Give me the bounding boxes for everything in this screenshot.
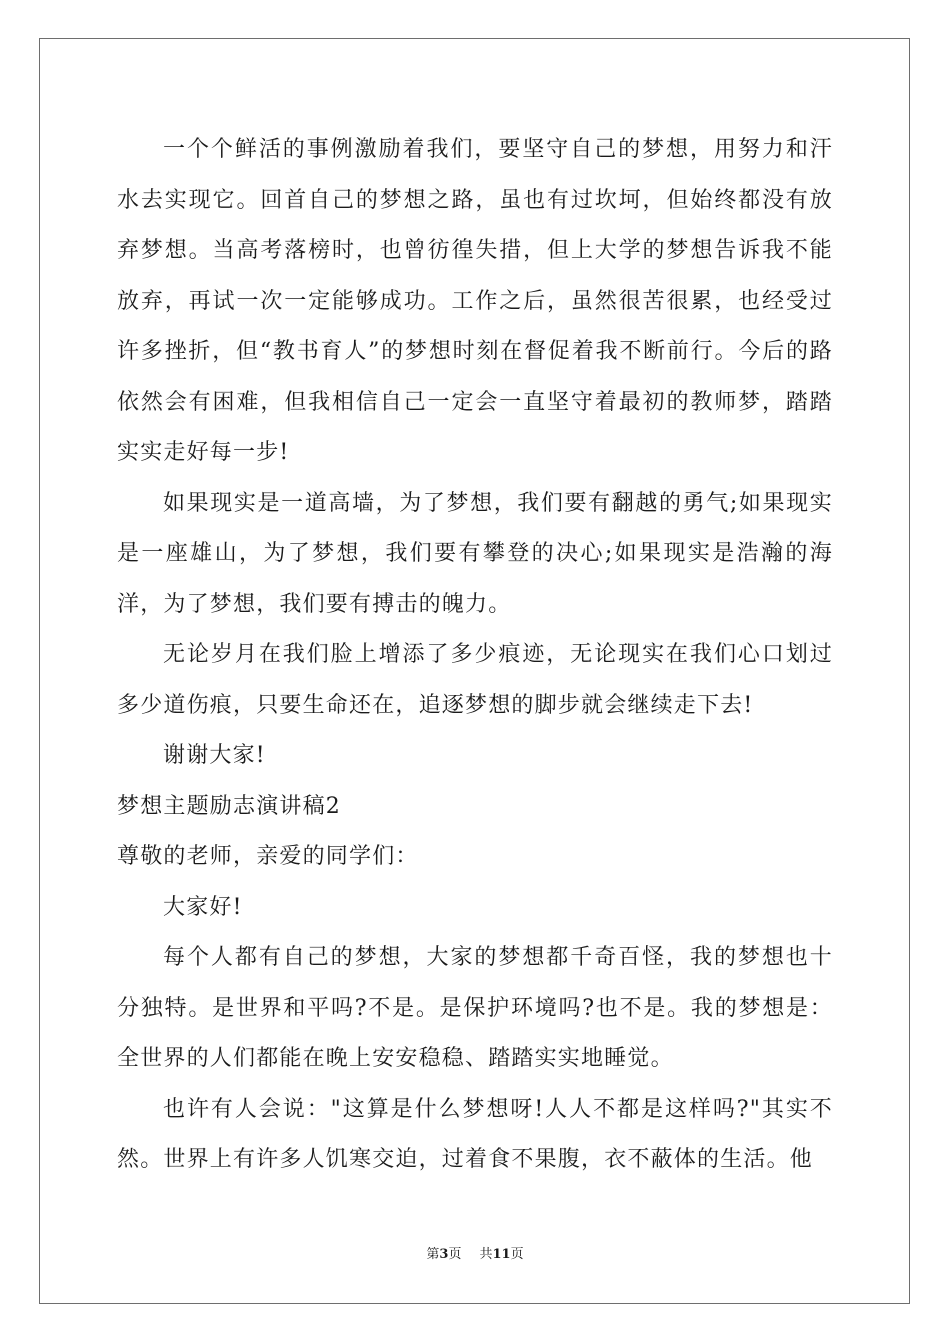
paragraph-dream-path: 一个个鲜活的事例激励着我们，要坚守自己的梦想，用努力和汗水去实现它。回首自己的梦想之路，虽也有过坎坷，但始终都没有放弃梦想。当高考落榜时，也曾彷徨失措，但上大学的梦想告诉我不能放弃，再试一次一定能够成功。工作之后，虽然很苦很累，也经受过许多挫折，但“教书育人”的梦想时刻在督促着我不断前行。今后的路依然会有困难，但我相信自己一定会一直坚守着最初的教师梦，踏踏实实走好每一步! [117, 137, 833, 465]
document-body [117, 125, 833, 1186]
paragraph-not-a-dream: 也许有人会说："这算是什么梦想呀!人人不都是这样吗?"其实不然。世界上有许多人饥寒交迫，过着食不果腹，衣不蔽体的生活。他 [117, 1096, 833, 1172]
speech-title: 梦想主题励志演讲稿2 [117, 793, 341, 819]
salutation: 尊敬的老师，亲爱的同学们： [117, 844, 419, 869]
page-footer [0, 1246, 950, 1264]
greeting: 大家好! [163, 894, 243, 920]
page-prefix: 第 [426, 1247, 440, 1262]
paragraph-unique-dream: 每个人都有自己的梦想，大家的梦想都千奇百怪，我的梦想也十分独特。是世界和平吗?不是。是保护环境吗?也不是。我的梦想是：全世界的人们都能在晚上安安稳稳、踏踏实实地睡觉。 [117, 945, 833, 1071]
paragraph-thanks: 谢谢大家! [163, 743, 266, 768]
page-unit: 页 [448, 1247, 462, 1262]
total-prefix: 共 [479, 1247, 493, 1262]
page-current-number: 3 [439, 1247, 449, 1262]
page-total-number: 11 [492, 1247, 511, 1262]
paragraph-reality-metaphors: 如果现实是一道高墙，为了梦想，我们要有翻越的勇气;如果现实是一座雄山，为了梦想，我们要有攀登的决心;如果现实是浩瀚的海洋，为了梦想，我们要有搏击的魄力。 [117, 490, 833, 617]
paragraph-keep-chasing: 无论岁月在我们脸上增添了多少痕迹，无论现实在我们心口划过多少道伤痕，只要生命还在，追逐梦想的脚步就会继续走下去! [117, 642, 833, 718]
total-unit: 页 [510, 1247, 524, 1262]
